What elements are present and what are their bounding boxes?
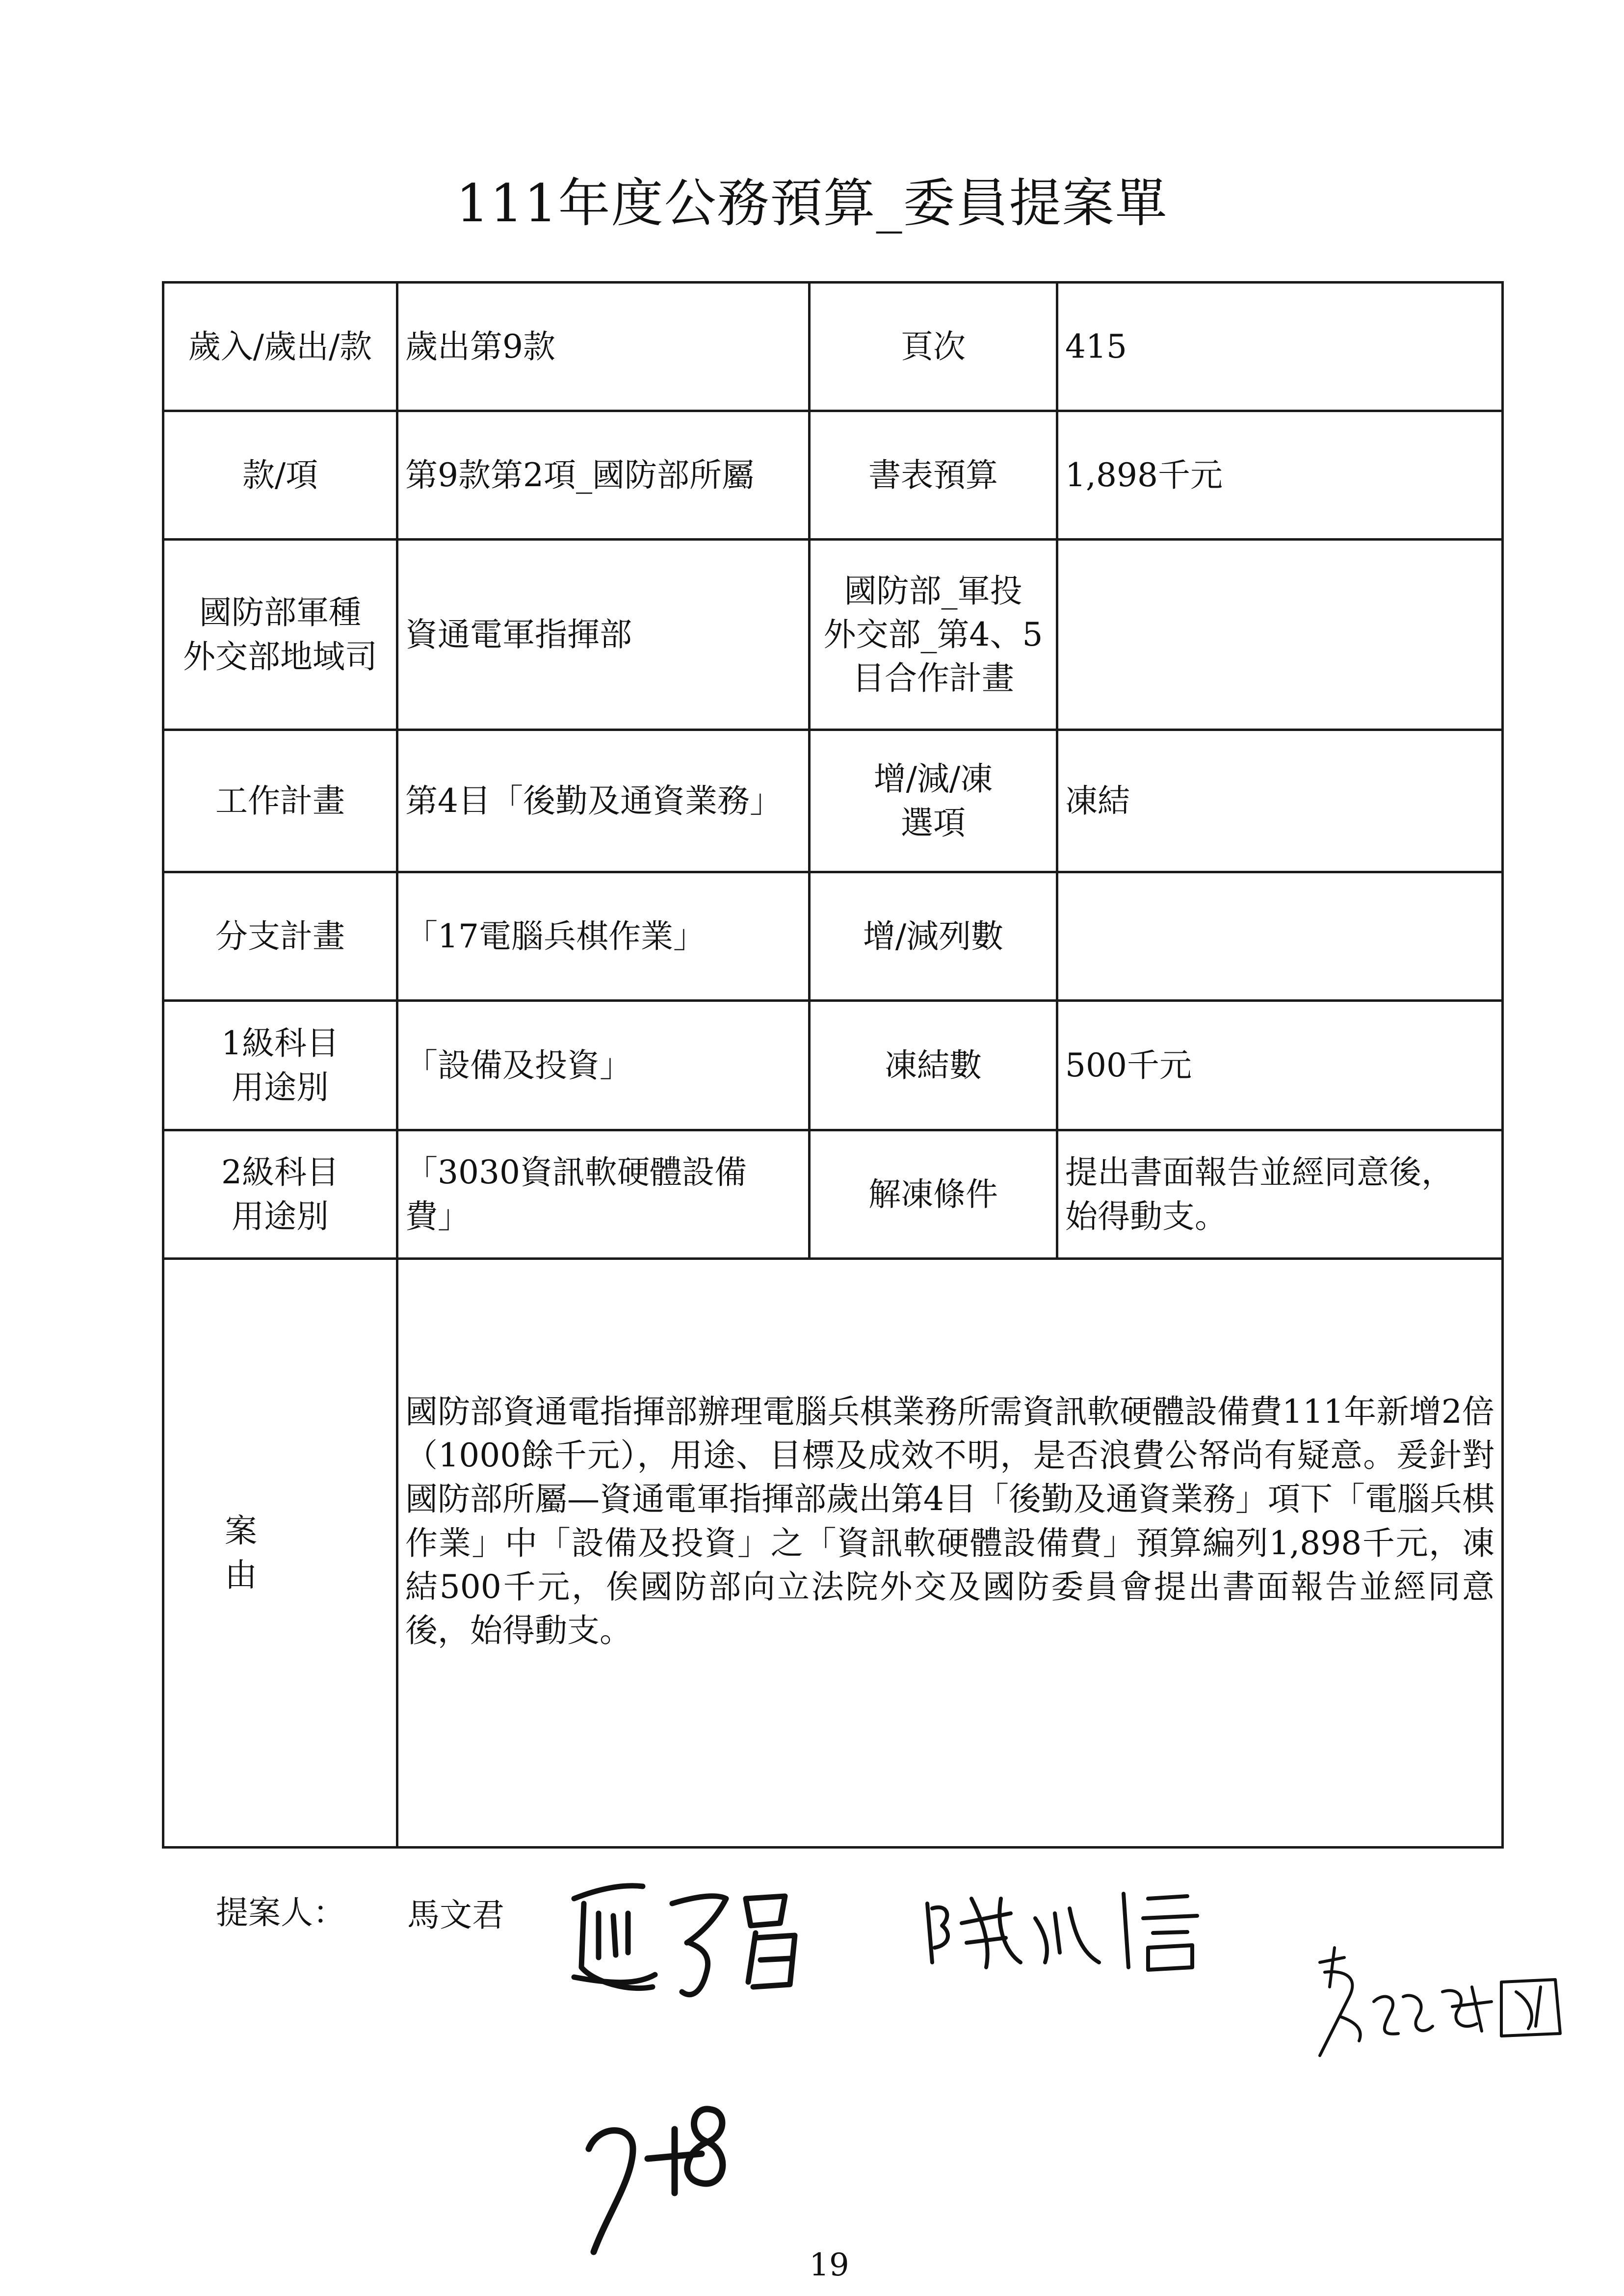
row-level1-subject bbox=[163, 1001, 1503, 1130]
handwritten-number-228 bbox=[579, 2095, 746, 2262]
reason-cell bbox=[397, 1259, 1503, 1848]
label-level1-subject bbox=[163, 1001, 397, 1130]
label-agency-line1: 國防部軍種 bbox=[199, 594, 361, 632]
value-unfreeze-line1: 提出書面報告並經同意後， bbox=[1065, 1153, 1454, 1192]
label-branch-plan: 分支計畫 bbox=[163, 872, 397, 1001]
row-item bbox=[163, 411, 1503, 540]
row-section bbox=[163, 283, 1503, 411]
label-section: 歲入/歲出/款 bbox=[163, 283, 397, 411]
label-level1-line1: 1級科目 bbox=[221, 1024, 339, 1063]
value-level2-line1: 「3030資訊軟硬體設備 bbox=[405, 1153, 747, 1192]
label-cooperation-line1: 國防部_軍投 bbox=[844, 572, 1022, 610]
label-option bbox=[810, 730, 1057, 872]
proposal-form-table bbox=[162, 281, 1504, 1849]
value-work-plan: 第4目「後勤及通資業務」 bbox=[397, 730, 810, 872]
value-agency: 資通電軍指揮部 bbox=[397, 540, 810, 730]
row-level2-subject bbox=[163, 1130, 1503, 1259]
label-item: 款/項 bbox=[163, 411, 397, 540]
value-option: 凍結 bbox=[1057, 730, 1503, 872]
row-agency bbox=[163, 540, 1503, 730]
page-title: 111年度公務預算_委員提案單 bbox=[456, 173, 1168, 234]
label-level2-line1: 2級科目 bbox=[221, 1153, 339, 1192]
proposer-label: 提案人： bbox=[216, 1894, 345, 1931]
value-freeze-amount: 500千元 bbox=[1057, 1001, 1503, 1130]
value-level2-subject bbox=[397, 1130, 810, 1259]
handwritten-signature-3 bbox=[1305, 1943, 1580, 2070]
value-page: 415 bbox=[1057, 283, 1503, 411]
row-reason bbox=[163, 1259, 1503, 1848]
label-budget: 書表預算 bbox=[810, 411, 1057, 540]
value-level2-line2: 費」 bbox=[405, 1197, 470, 1235]
label-adjust-amount: 增/減列數 bbox=[810, 872, 1057, 1001]
label-agency-line2: 外交部地域司 bbox=[183, 637, 377, 676]
value-unfreeze-condition bbox=[1057, 1130, 1503, 1259]
label-freeze-amount: 凍結數 bbox=[810, 1001, 1057, 1130]
value-branch-plan: 「17電腦兵棋作業」 bbox=[397, 872, 810, 1001]
label-cooperation-line3: 目合作計畫 bbox=[852, 659, 1014, 698]
handwritten-signature-2 bbox=[913, 1879, 1246, 1977]
row-work-plan bbox=[163, 730, 1503, 872]
label-unfreeze-condition: 解凍條件 bbox=[810, 1130, 1057, 1259]
label-option-line1: 增/減/凍 bbox=[873, 760, 993, 798]
value-adjust-amount bbox=[1057, 872, 1503, 1001]
label-level2-line2: 用途別 bbox=[232, 1197, 329, 1235]
label-work-plan: 工作計畫 bbox=[163, 730, 397, 872]
page-number: 19 bbox=[809, 2247, 849, 2283]
label-level1-line2: 用途別 bbox=[232, 1068, 329, 1106]
value-level1-subject: 「設備及投資」 bbox=[397, 1001, 810, 1130]
row-branch-plan bbox=[163, 872, 1503, 1001]
value-section: 歲出第9款 bbox=[397, 283, 810, 411]
value-unfreeze-line2: 始得動支。 bbox=[1065, 1197, 1227, 1235]
label-page: 頁次 bbox=[810, 283, 1057, 411]
label-reason: 案由 bbox=[163, 1259, 397, 1848]
label-agency bbox=[163, 540, 397, 730]
reason-text: 國防部資通電指揮部辦理電腦兵棋業務所需資訊軟硬體設備費111年新增2倍（1000餘千元），用途、目標及成效不明，是否浪費公帑尚有疑意。爰針對國防部所屬—資通電軍指揮部歲出第4目「後勤及通資業務」項下「電腦兵棋作業」中「設備及投資」之「資訊軟硬體設備費」預算編列1,898千元，凍結500千元，俟國防部向立法院外交及國防委員會提出書面報告並經同意後，始得動支。 bbox=[405, 1393, 1494, 1649]
handwritten-signature-1 bbox=[554, 1869, 839, 2016]
label-cooperation-plan bbox=[810, 540, 1057, 730]
value-budget: 1,898千元 bbox=[1057, 411, 1503, 540]
label-option-line2: 選項 bbox=[901, 804, 966, 842]
proposer-name: 馬文君 bbox=[407, 1896, 504, 1934]
label-cooperation-line2: 外交部_第4、5 bbox=[823, 615, 1043, 653]
label-level2-subject bbox=[163, 1130, 397, 1259]
value-item: 第9款第2項_國防部所屬 bbox=[397, 411, 810, 540]
value-cooperation-plan bbox=[1057, 540, 1503, 730]
